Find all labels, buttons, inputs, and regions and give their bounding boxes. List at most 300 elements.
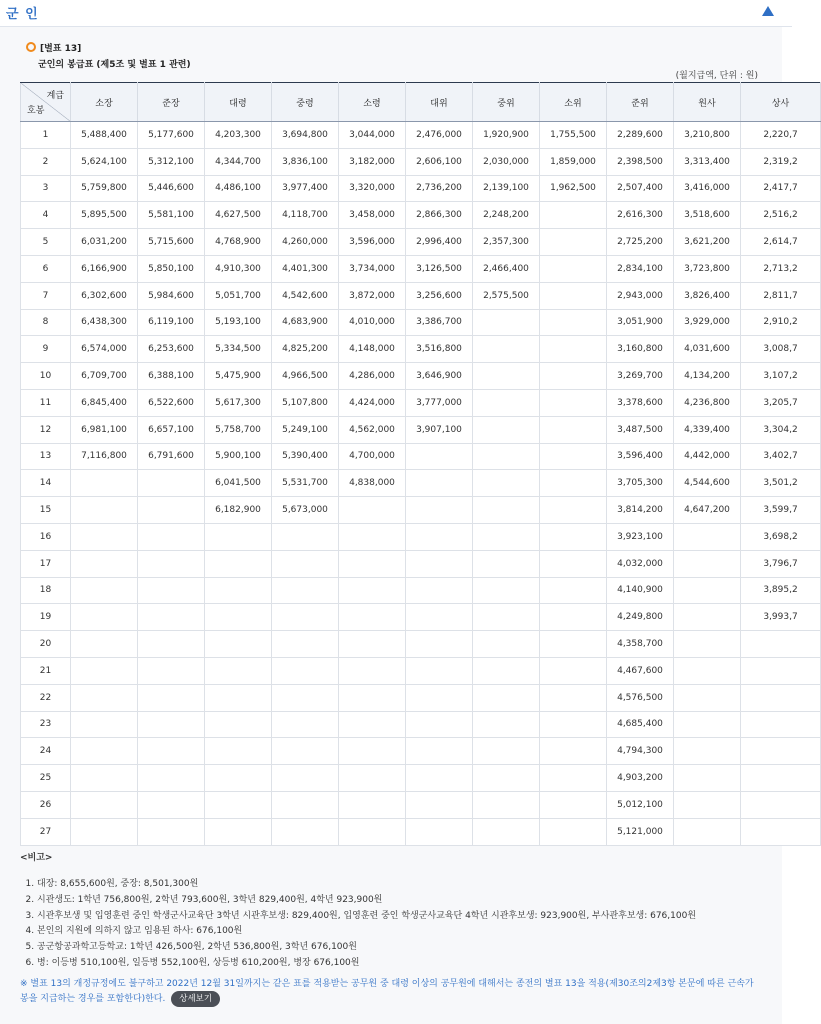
salary-cell: 5,531,700 <box>272 470 339 497</box>
salary-cell <box>71 523 138 550</box>
salary-cell: 3,051,900 <box>607 309 674 336</box>
salary-cell <box>741 765 821 792</box>
salary-cell <box>272 738 339 765</box>
salary-cell <box>540 818 607 845</box>
salary-cell <box>674 765 741 792</box>
salary-cell: 4,683,900 <box>272 309 339 336</box>
column-header: 준위 <box>607 83 674 122</box>
salary-cell: 6,119,100 <box>138 309 205 336</box>
salary-cell: 3,907,100 <box>406 416 473 443</box>
salary-cell: 5,012,100 <box>607 791 674 818</box>
salary-cell <box>540 497 607 524</box>
table-row <box>21 738 821 765</box>
rank-label: 계급 <box>46 91 64 101</box>
salary-cell <box>473 791 540 818</box>
salary-cell <box>540 577 607 604</box>
salary-cell: 3,516,800 <box>406 336 473 363</box>
salary-cell: 3,929,000 <box>674 309 741 336</box>
salary-cell <box>540 202 607 229</box>
salary-cell: 3,977,400 <box>272 175 339 202</box>
step-cell: 14 <box>21 470 71 497</box>
salary-cell <box>205 738 272 765</box>
salary-cell: 3,872,000 <box>339 282 406 309</box>
salary-cell: 1,920,900 <box>473 122 540 149</box>
salary-cell <box>71 711 138 738</box>
salary-cell <box>406 818 473 845</box>
salary-cell <box>741 738 821 765</box>
salary-cell <box>205 818 272 845</box>
remark-item: 6. 병: 이등병 510,100원, 일등병 552,100원, 상등병 610,200원, 병장 676,100원 <box>37 956 696 972</box>
table-row <box>21 309 821 336</box>
salary-cell <box>674 818 741 845</box>
salary-cell <box>138 818 205 845</box>
salary-cell: 3,304,2 <box>741 416 821 443</box>
salary-cell <box>473 336 540 363</box>
salary-cell: 6,041,500 <box>205 470 272 497</box>
salary-cell <box>71 577 138 604</box>
salary-cell <box>406 791 473 818</box>
salary-cell <box>138 631 205 658</box>
remark-item: 3. 시관후보생 및 입영훈련 중인 학생군사교육단 3학년 시관후보생: 829,400원, 입영훈련 중인 학생군사교육단 4학년 시관후보생: 923,900원, 부사관후보생: 676,100원 <box>37 909 696 925</box>
salary-cell <box>473 765 540 792</box>
remark-item: 5. 공군항공과학고등학교: 1학년 426,500원, 2학년 536,800원, 3학년 676,100원 <box>37 940 696 956</box>
salary-cell: 3,210,800 <box>674 122 741 149</box>
salary-cell: 3,313,400 <box>674 148 741 175</box>
salary-cell <box>339 711 406 738</box>
table-row <box>21 229 821 256</box>
salary-cell: 5,177,600 <box>138 122 205 149</box>
detail-button[interactable]: 상세보기 <box>171 991 220 1007</box>
salary-cell <box>138 657 205 684</box>
salary-cell <box>540 604 607 631</box>
salary-cell <box>674 738 741 765</box>
salary-cell <box>205 657 272 684</box>
salary-cell: 4,903,200 <box>607 765 674 792</box>
salary-cell <box>473 497 540 524</box>
salary-cell: 2,834,100 <box>607 255 674 282</box>
salary-cell: 6,182,900 <box>205 497 272 524</box>
salary-cell: 6,657,100 <box>138 416 205 443</box>
footer-note <box>20 977 762 1007</box>
salary-cell <box>473 657 540 684</box>
salary-cell <box>540 657 607 684</box>
salary-cell <box>406 443 473 470</box>
salary-cell <box>406 684 473 711</box>
salary-cell <box>71 657 138 684</box>
salary-cell: 4,236,800 <box>674 389 741 416</box>
salary-cell <box>339 791 406 818</box>
column-header: 중위 <box>473 83 540 122</box>
step-cell: 8 <box>21 309 71 336</box>
step-cell: 26 <box>21 791 71 818</box>
salary-cell: 2,910,2 <box>741 309 821 336</box>
table-row <box>21 202 821 229</box>
salary-cell <box>339 550 406 577</box>
salary-cell: 3,378,600 <box>607 389 674 416</box>
salary-cell: 2,030,000 <box>473 148 540 175</box>
salary-cell: 5,715,600 <box>138 229 205 256</box>
salary-cell: 5,475,900 <box>205 363 272 390</box>
salary-cell <box>540 229 607 256</box>
salary-cell <box>674 604 741 631</box>
step-cell: 22 <box>21 684 71 711</box>
salary-cell: 6,981,100 <box>71 416 138 443</box>
salary-cell <box>205 765 272 792</box>
salary-cell: 3,107,2 <box>741 363 821 390</box>
step-cell: 23 <box>21 711 71 738</box>
salary-cell: 6,253,600 <box>138 336 205 363</box>
salary-cell: 4,467,600 <box>607 657 674 684</box>
salary-cell: 3,501,2 <box>741 470 821 497</box>
salary-cell: 3,621,200 <box>674 229 741 256</box>
table-row <box>21 818 821 845</box>
salary-cell <box>272 657 339 684</box>
salary-cell: 3,705,300 <box>607 470 674 497</box>
salary-cell <box>674 577 741 604</box>
salary-cell: 2,476,000 <box>406 122 473 149</box>
salary-cell <box>71 684 138 711</box>
salary-cell <box>473 738 540 765</box>
salary-cell <box>540 711 607 738</box>
salary-cell: 3,993,7 <box>741 604 821 631</box>
salary-cell: 4,486,100 <box>205 175 272 202</box>
salary-cell: 3,836,100 <box>272 148 339 175</box>
table-row <box>21 363 821 390</box>
table-row <box>21 122 821 149</box>
salary-cell <box>406 497 473 524</box>
salary-cell <box>674 711 741 738</box>
salary-cell <box>540 470 607 497</box>
salary-cell: 3,044,000 <box>339 122 406 149</box>
salary-cell <box>674 657 741 684</box>
step-cell: 4 <box>21 202 71 229</box>
table-subtitle: 군인의 봉급표 (제5조 및 별표 1 관련) <box>38 60 191 70</box>
salary-cell: 2,616,300 <box>607 202 674 229</box>
salary-cell <box>406 631 473 658</box>
table-caption <box>26 41 191 70</box>
table-row <box>21 470 821 497</box>
salary-table-wrapper[interactable] <box>20 82 798 842</box>
salary-cell: 5,334,500 <box>205 336 272 363</box>
step-cell: 20 <box>21 631 71 658</box>
salary-cell <box>473 684 540 711</box>
salary-cell: 2,606,100 <box>406 148 473 175</box>
salary-cell: 3,698,2 <box>741 523 821 550</box>
salary-cell: 3,402,7 <box>741 443 821 470</box>
salary-cell: 6,438,300 <box>71 309 138 336</box>
salary-cell: 4,544,600 <box>674 470 741 497</box>
salary-cell: 3,386,700 <box>406 309 473 336</box>
salary-cell: 2,289,600 <box>607 122 674 149</box>
salary-cell <box>406 523 473 550</box>
salary-cell: 4,260,000 <box>272 229 339 256</box>
salary-cell <box>138 470 205 497</box>
salary-cell: 4,203,300 <box>205 122 272 149</box>
salary-cell <box>674 550 741 577</box>
salary-cell: 3,416,000 <box>674 175 741 202</box>
salary-cell <box>473 523 540 550</box>
step-cell: 10 <box>21 363 71 390</box>
salary-cell <box>138 577 205 604</box>
salary-cell <box>272 711 339 738</box>
salary-cell: 4,032,000 <box>607 550 674 577</box>
table-row <box>21 631 821 658</box>
step-cell: 21 <box>21 657 71 684</box>
table-row <box>21 497 821 524</box>
table-row <box>21 657 821 684</box>
salary-cell: 2,220,7 <box>741 122 821 149</box>
remarks-heading: <비고> <box>20 853 53 863</box>
salary-cell: 4,286,000 <box>339 363 406 390</box>
salary-cell: 4,424,000 <box>339 389 406 416</box>
salary-cell: 4,010,000 <box>339 309 406 336</box>
salary-cell <box>473 711 540 738</box>
table-row <box>21 336 821 363</box>
salary-cell <box>138 523 205 550</box>
salary-cell <box>741 711 821 738</box>
salary-cell: 6,031,200 <box>71 229 138 256</box>
salary-cell <box>71 791 138 818</box>
salary-cell: 2,248,200 <box>473 202 540 229</box>
salary-cell <box>272 604 339 631</box>
step-label: 호봉 <box>27 106 45 116</box>
table-row <box>21 523 821 550</box>
step-cell: 11 <box>21 389 71 416</box>
salary-cell: 4,140,900 <box>607 577 674 604</box>
salary-cell <box>741 631 821 658</box>
salary-cell <box>339 523 406 550</box>
salary-cell: 4,838,000 <box>339 470 406 497</box>
salary-cell: 3,826,400 <box>674 282 741 309</box>
salary-cell <box>71 765 138 792</box>
salary-cell <box>473 631 540 658</box>
salary-cell <box>272 684 339 711</box>
salary-cell: 4,401,300 <box>272 255 339 282</box>
salary-cell: 4,794,300 <box>607 738 674 765</box>
content-panel <box>0 27 798 1024</box>
salary-cell: 2,996,400 <box>406 229 473 256</box>
salary-cell: 5,107,800 <box>272 389 339 416</box>
salary-cell: 1,859,000 <box>540 148 607 175</box>
column-header: 상사 <box>741 83 821 122</box>
salary-cell <box>540 282 607 309</box>
salary-cell: 3,777,000 <box>406 389 473 416</box>
salary-cell: 2,736,200 <box>406 175 473 202</box>
salary-cell: 2,575,500 <box>473 282 540 309</box>
salary-cell: 2,357,300 <box>473 229 540 256</box>
salary-cell: 6,522,600 <box>138 389 205 416</box>
salary-cell <box>71 550 138 577</box>
salary-cell <box>138 738 205 765</box>
step-cell: 19 <box>21 604 71 631</box>
column-header: 소위 <box>540 83 607 122</box>
salary-cell: 3,923,100 <box>607 523 674 550</box>
salary-cell: 2,139,100 <box>473 175 540 202</box>
bullet-circle-icon <box>26 42 36 52</box>
salary-cell: 4,627,500 <box>205 202 272 229</box>
footer-text: ※ 별표 13의 개정규정에도 불구하고 2022년 12월 31일까지는 같은 표를 적용받는 공무원 중 대령 이상의 공무원에 대해서는 종전의 별표 13을 적용(제30조의2제3항 본문에 따른 근속가봉을 지급하는 경우를 포함한다)한다. <box>20 979 754 1004</box>
salary-cell <box>406 470 473 497</box>
salary-cell: 4,344,700 <box>205 148 272 175</box>
step-cell: 7 <box>21 282 71 309</box>
step-cell: 15 <box>21 497 71 524</box>
salary-cell: 4,910,300 <box>205 255 272 282</box>
salary-cell: 3,596,000 <box>339 229 406 256</box>
salary-cell <box>205 684 272 711</box>
step-cell: 27 <box>21 818 71 845</box>
salary-cell <box>540 416 607 443</box>
salary-cell: 2,943,000 <box>607 282 674 309</box>
salary-cell: 3,269,700 <box>607 363 674 390</box>
salary-cell: 3,487,500 <box>607 416 674 443</box>
table-row <box>21 416 821 443</box>
salary-cell: 1,962,500 <box>540 175 607 202</box>
section-title: 군 인 <box>6 7 39 22</box>
salary-cell: 2,466,400 <box>473 255 540 282</box>
salary-cell: 3,458,000 <box>339 202 406 229</box>
salary-cell: 5,446,600 <box>138 175 205 202</box>
salary-cell <box>473 443 540 470</box>
salary-cell <box>406 738 473 765</box>
column-header: 대위 <box>406 83 473 122</box>
salary-cell: 5,051,700 <box>205 282 272 309</box>
salary-cell <box>473 389 540 416</box>
salary-cell: 3,518,600 <box>674 202 741 229</box>
salary-cell: 6,709,700 <box>71 363 138 390</box>
salary-cell: 3,895,2 <box>741 577 821 604</box>
salary-cell <box>205 631 272 658</box>
salary-cell <box>205 577 272 604</box>
salary-cell <box>674 631 741 658</box>
salary-cell <box>540 363 607 390</box>
salary-cell <box>138 711 205 738</box>
salary-cell <box>406 604 473 631</box>
salary-cell <box>406 765 473 792</box>
salary-cell <box>540 309 607 336</box>
salary-cell <box>540 443 607 470</box>
salary-cell: 5,390,400 <box>272 443 339 470</box>
remark-item: 1. 대장: 8,655,600원, 중장: 8,501,300원 <box>37 877 696 893</box>
salary-cell: 3,320,000 <box>339 175 406 202</box>
salary-cell: 5,758,700 <box>205 416 272 443</box>
salary-cell: 7,116,800 <box>71 443 138 470</box>
step-cell: 5 <box>21 229 71 256</box>
step-cell: 1 <box>21 122 71 149</box>
salary-cell: 5,312,100 <box>138 148 205 175</box>
salary-cell: 4,825,200 <box>272 336 339 363</box>
salary-cell: 3,596,400 <box>607 443 674 470</box>
column-header: 중령 <box>272 83 339 122</box>
salary-cell: 5,624,100 <box>71 148 138 175</box>
step-cell: 2 <box>21 148 71 175</box>
salary-cell <box>339 657 406 684</box>
salary-cell: 6,388,100 <box>138 363 205 390</box>
salary-cell <box>272 791 339 818</box>
salary-cell <box>540 550 607 577</box>
salary-cell <box>540 631 607 658</box>
salary-cell <box>205 711 272 738</box>
salary-cell: 4,562,000 <box>339 416 406 443</box>
step-cell: 3 <box>21 175 71 202</box>
salary-cell <box>339 577 406 604</box>
salary-cell <box>741 657 821 684</box>
salary-cell: 3,723,800 <box>674 255 741 282</box>
salary-cell <box>406 550 473 577</box>
salary-cell <box>540 738 607 765</box>
salary-cell <box>741 791 821 818</box>
salary-cell: 6,302,600 <box>71 282 138 309</box>
table-row <box>21 791 821 818</box>
salary-cell <box>339 765 406 792</box>
salary-cell <box>473 309 540 336</box>
salary-cell: 2,516,2 <box>741 202 821 229</box>
salary-cell: 2,398,500 <box>607 148 674 175</box>
salary-cell <box>473 577 540 604</box>
salary-cell <box>406 711 473 738</box>
salary-cell: 2,866,300 <box>406 202 473 229</box>
salary-cell: 5,850,100 <box>138 255 205 282</box>
table-row <box>21 550 821 577</box>
collapse-arrow-icon[interactable] <box>762 6 774 16</box>
salary-cell <box>339 604 406 631</box>
step-cell: 16 <box>21 523 71 550</box>
salary-cell: 4,685,400 <box>607 711 674 738</box>
salary-cell <box>674 684 741 711</box>
salary-cell: 4,249,800 <box>607 604 674 631</box>
step-cell: 13 <box>21 443 71 470</box>
salary-cell <box>205 791 272 818</box>
salary-cell <box>741 818 821 845</box>
salary-cell: 5,121,000 <box>607 818 674 845</box>
salary-cell <box>272 765 339 792</box>
salary-cell: 1,755,500 <box>540 122 607 149</box>
salary-cell: 5,900,100 <box>205 443 272 470</box>
salary-cell: 4,339,400 <box>674 416 741 443</box>
salary-cell <box>339 684 406 711</box>
salary-cell: 3,734,000 <box>339 255 406 282</box>
salary-cell: 5,984,600 <box>138 282 205 309</box>
salary-cell <box>540 389 607 416</box>
salary-cell <box>540 684 607 711</box>
salary-cell <box>272 550 339 577</box>
salary-cell <box>473 604 540 631</box>
column-header: 원사 <box>674 83 741 122</box>
salary-cell <box>339 497 406 524</box>
salary-cell: 3,160,800 <box>607 336 674 363</box>
salary-cell: 5,617,300 <box>205 389 272 416</box>
table-header-row <box>21 83 821 122</box>
salary-cell <box>339 738 406 765</box>
salary-cell <box>138 604 205 631</box>
step-cell: 9 <box>21 336 71 363</box>
salary-cell: 5,249,100 <box>272 416 339 443</box>
salary-cell: 2,614,7 <box>741 229 821 256</box>
salary-cell <box>71 470 138 497</box>
salary-cell: 4,118,700 <box>272 202 339 229</box>
salary-cell: 6,166,900 <box>71 255 138 282</box>
step-cell: 6 <box>21 255 71 282</box>
salary-cell: 4,542,600 <box>272 282 339 309</box>
table-row <box>21 443 821 470</box>
salary-cell <box>272 523 339 550</box>
salary-cell: 6,791,600 <box>138 443 205 470</box>
table-row <box>21 148 821 175</box>
salary-cell: 3,694,800 <box>272 122 339 149</box>
salary-cell <box>272 577 339 604</box>
table-row <box>21 765 821 792</box>
salary-cell: 4,358,700 <box>607 631 674 658</box>
salary-cell: 2,319,2 <box>741 148 821 175</box>
